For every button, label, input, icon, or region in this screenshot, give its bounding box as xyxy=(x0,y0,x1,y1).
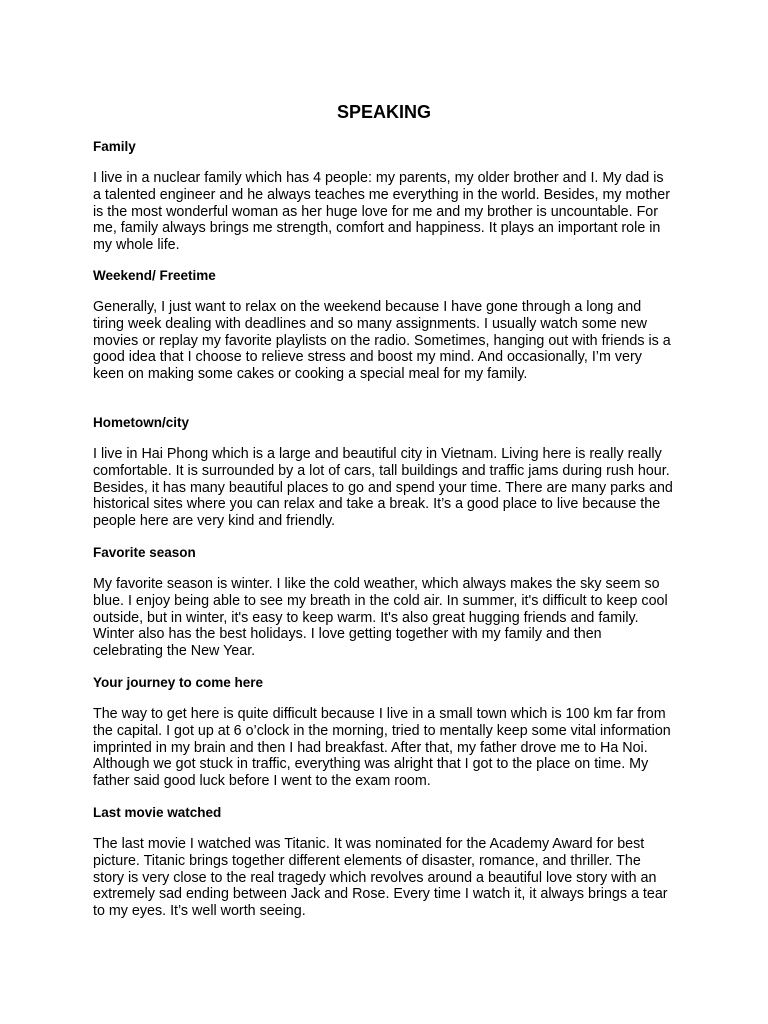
section-body-journey: The way to get here is quite difficult because I live in a small town which is 100 km far from the capital. I got up at 6 o’clock in the morning, tried to mentally keep some vital information imprinted in my brain and then I had breakfast. After that, my father drove me to Ha Noi. Although we got stuck in traffic, everything was alright that I got to the place on time. My father said good luck before I went to the exam room. xyxy=(93,706,671,790)
section-heading-favorite-season: Favorite season xyxy=(93,545,196,560)
section-heading-hometown: Hometown/city xyxy=(93,415,190,430)
section-heading-weekend: Weekend/ Freetime xyxy=(93,268,216,283)
section-body-weekend: Generally, I just want to relax on the weekend because I have gone through a long and tiring week dealing with deadlines and so many assignments. I usually watch some new movies or replay my favorite playlists on the radio. Sometimes, hanging out with friends is a good idea that I choose to relieve stress and boost my mind. And occasionally, I’m very keen on making some cakes or cooking a special meal for my family. xyxy=(93,299,671,383)
section-body-hometown: I live in Hai Phong which is a large and beautiful city in Vietnam. Living here is really really comfortable. It is surrounded by a lot of cars, tall buildings and traffic jams during rush hour. Besides, it has many beautiful places to go and spend your time. There are many parks and historical sites where you can relax and take a break. It’s a good place to live because the people here are very kind and friendly. xyxy=(93,446,673,530)
section-body-favorite-season: My favorite season is winter. I like the cold weather, which always makes the sky seem so blue. I enjoy being able to see my breath in the cold air. In summer, it's difficult to keep cool outside, but in winter, it's easy to keep warm. It's also great hugging friends and family. Winter also has the best holidays. I love getting together with my family and then celebrating the New Year. xyxy=(93,576,668,660)
section-heading-journey: Your journey to come here xyxy=(93,675,264,690)
section-body-family: I live in a nuclear family which has 4 people: my parents, my older brother and I. My dad is a talented engineer and he always teaches me everything in the world. Besides, my mother is the most wonderful woman as her huge love for me and my brother is uncountable. For me, family always brings me strength, comfort and happiness. It plays an important role in my whole life. xyxy=(93,170,670,254)
section-heading-family: Family xyxy=(93,139,136,154)
section-body-last-movie: The last movie I watched was Titanic. It was nominated for the Academy Award for best picture. Titanic brings together different elements of disaster, romance, and thriller. The story is very close to the real tragedy which revolves around a beautiful love story with an extremely sad ending between Jack and Rose. Every time I watch it, it always brings a tear to my eyes. It’s well worth seeing. xyxy=(93,836,668,920)
section-heading-last-movie: Last movie watched xyxy=(93,805,222,820)
page-title: SPEAKING xyxy=(336,102,432,122)
